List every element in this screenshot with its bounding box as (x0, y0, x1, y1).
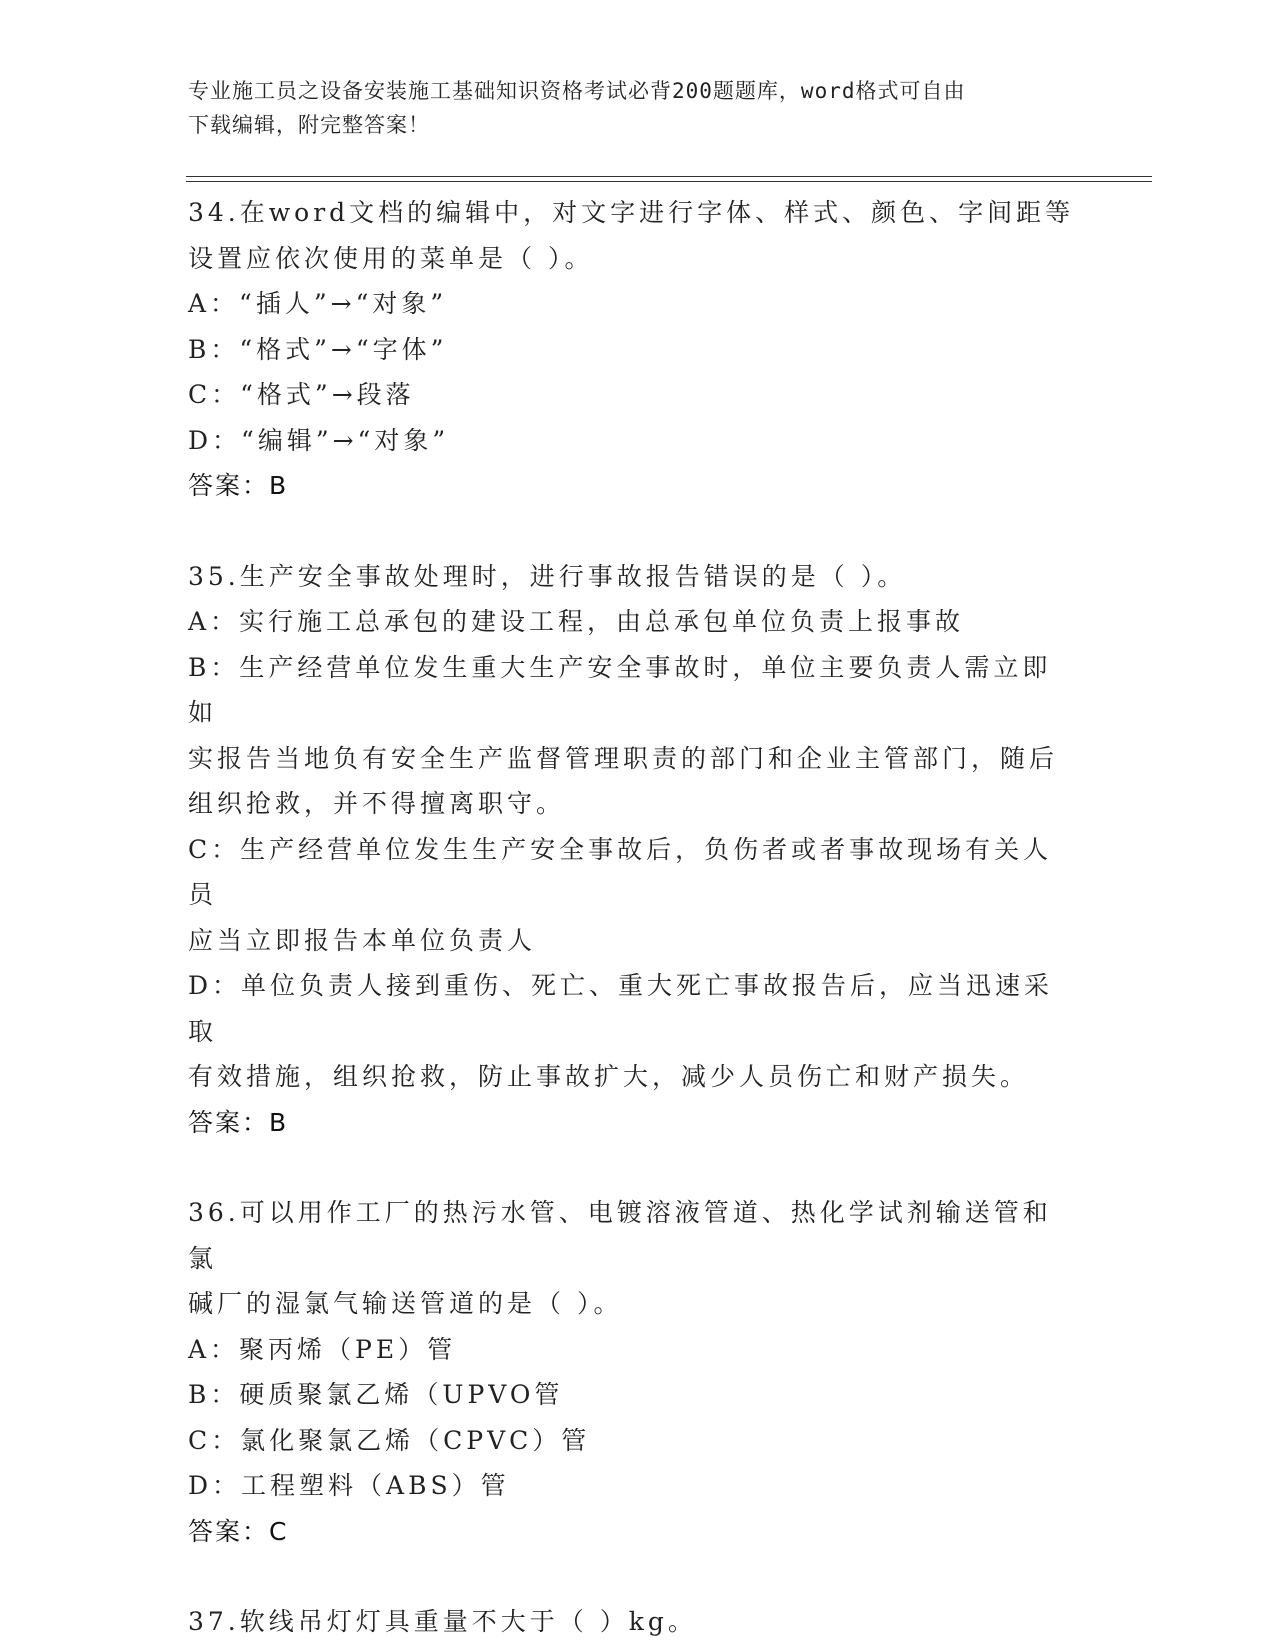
spacer (188, 1145, 1078, 1190)
option-b: B：“格式”→“字体” (188, 334, 448, 364)
question-stem-line: 36.可以用作工厂的热污水管、电镀溶液管道、热化学试剂输送管和氯 (188, 1198, 1052, 1273)
option-c: C：“格式”→段落 (188, 380, 415, 409)
header-line-2: 下载编辑，附完整答案！ (188, 113, 430, 137)
header-divider-top (186, 176, 1152, 177)
option-d-continued: 有效措施，组织抢救，防止事故扩大，减少人员伤亡和财产损失。 (188, 1062, 1030, 1091)
question-stem-line: 设置应依次使用的菜单是（ ）。 (188, 243, 594, 273)
option-b-continued: 组织抢救，并不得擅离职守。 (188, 789, 566, 818)
option-a: A：实行施工总承包的建设工程，由总承包单位负责上报事故 (188, 607, 965, 636)
option-a: A：聚丙烯（PE）管 (188, 1334, 457, 1364)
option-d: D：单位负责人接到重伤、死亡、重大死亡事故报告后，应当迅速采取 (188, 971, 1054, 1046)
question-stem-line: 碱厂的湿氯气输送管道的是（ ）。 (188, 1289, 623, 1318)
option-c: C：氯化聚氯乙烯（CPVC）管 (188, 1425, 591, 1455)
question-34 (188, 190, 1078, 509)
question-37 (188, 1599, 1078, 1645)
header-line-1: 专业施工员之设备安装施工基础知识资格考试必背200题题库，word格式可自由 (188, 79, 966, 103)
spacer (188, 509, 1078, 554)
option-a: A：“插人”→“对象” (188, 289, 448, 318)
question-stem-line: 35.生产安全事故处理时，进行事故报告错误的是（ ）。 (188, 561, 907, 591)
option-b: B：生产经营单位发生重大生产安全事故时，单位主要负责人需立即如 (188, 652, 1052, 727)
option-d: D：“编辑”→“对象” (188, 425, 450, 455)
option-c: C：生产经营单位发生生产安全事故后，负伤者或者事故现场有关人员 (188, 834, 1053, 909)
header-divider-bottom (186, 181, 1152, 182)
answer-line: 答案：B (188, 471, 289, 500)
answer-line: 答案：B (188, 1107, 289, 1137)
question-stem-line: 34.在word文档的编辑中，对文字进行字体、样式、颜色、字间距等 (188, 198, 1075, 227)
option-d: D：工程塑料（ABS）管 (188, 1471, 510, 1500)
option-c-continued: 应当立即报告本单位负责人 (188, 925, 537, 955)
answer-line: 答案：C (188, 1516, 289, 1546)
option-b-continued: 实报告当地负有安全生产监督管理职责的部门和企业主管部门，随后 (188, 743, 1059, 773)
option-b: B：硬质聚氯乙烯（UPVO管 (188, 1380, 564, 1409)
document-header (188, 74, 1068, 142)
question-list (188, 190, 1078, 1645)
spacer (188, 1554, 1078, 1599)
question-36 (188, 1190, 1078, 1554)
question-stem-line: 37.软线吊灯灯具重量不大于（ ）kg。 (188, 1607, 697, 1636)
question-35 (188, 554, 1078, 1146)
